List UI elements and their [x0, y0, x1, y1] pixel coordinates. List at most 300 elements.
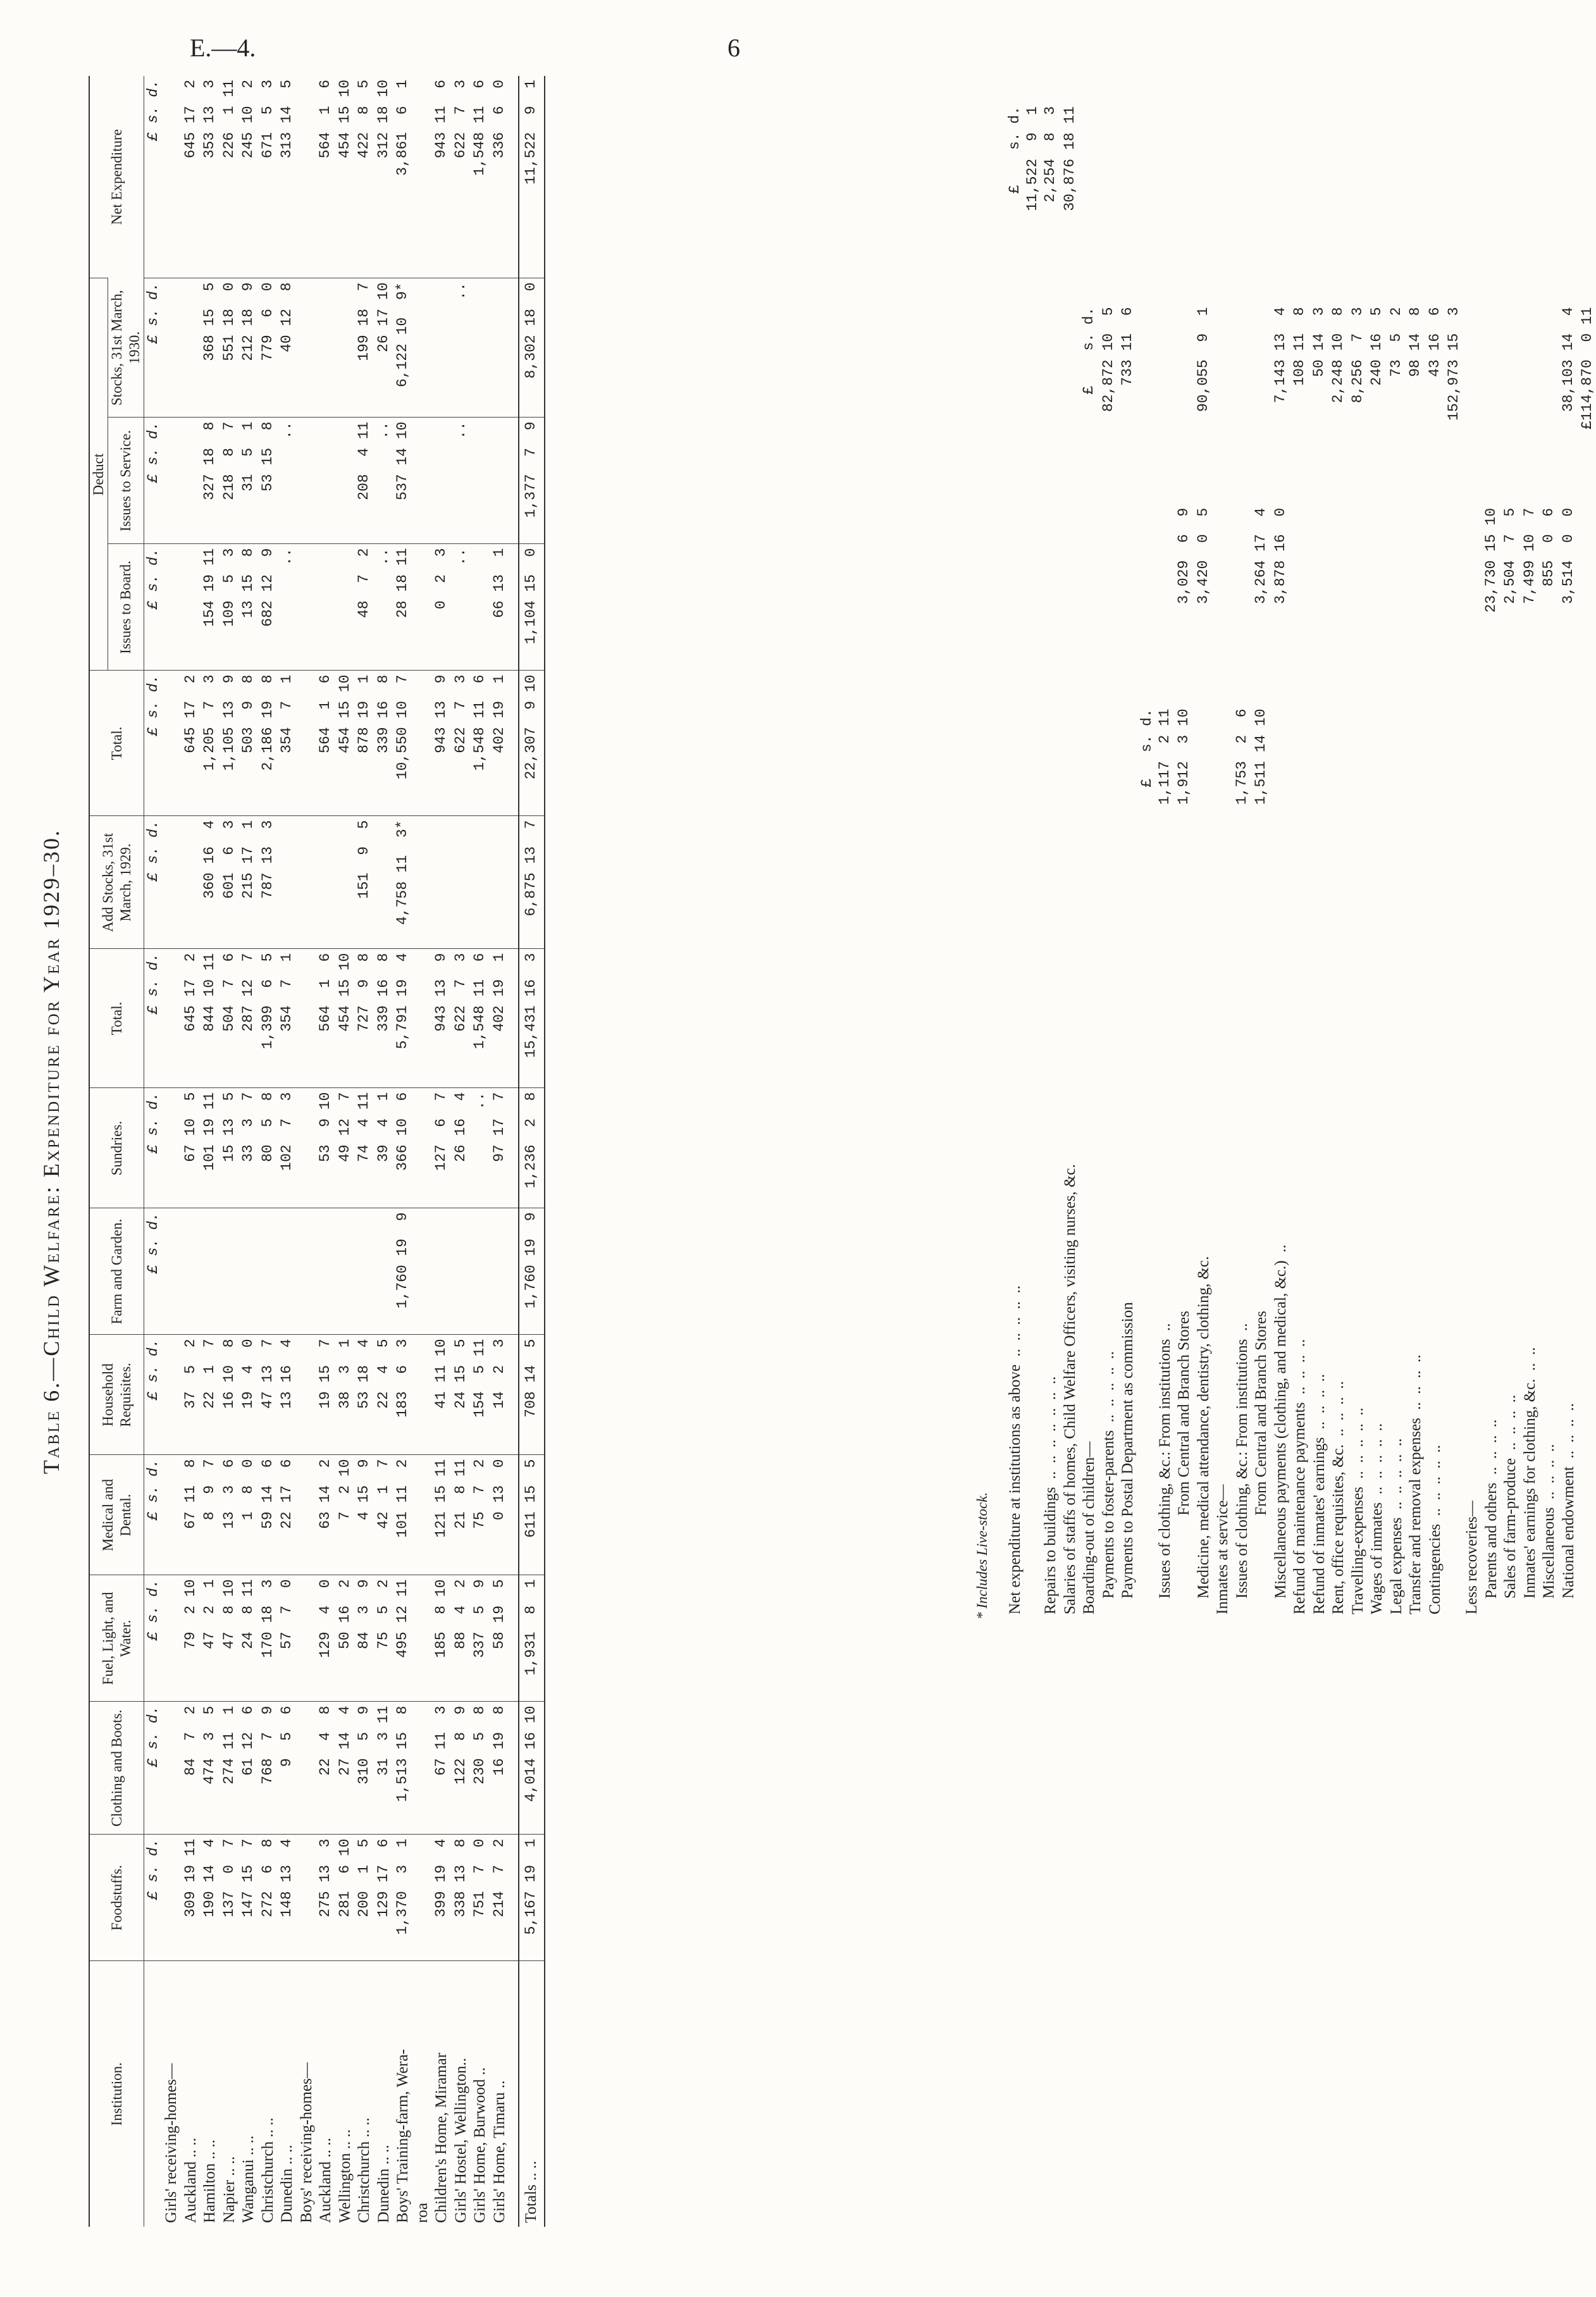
summary-label: Repairs to buildings .. .. .. .. .. .. .. [1042, 1376, 1060, 1614]
table-cell [432, 418, 452, 544]
table-cell: 274 11 1 [220, 1702, 240, 1835]
table-cell: 645 17 2 [182, 671, 201, 816]
table-title: Table 6.—Child Welfare: Expenditure for Year 1929–30. [39, 828, 64, 1475]
table-cell: 4,758 11 3* [393, 816, 413, 949]
table-cell [162, 1088, 182, 1208]
table-cell: 19 15 7 [316, 1335, 336, 1455]
totals-cell: 611 15 5 [519, 1455, 545, 1575]
summary-label: National endowment .. .. .. .. [1559, 1403, 1577, 1614]
summary-amount: 3,878 16 0 [1271, 507, 1289, 604]
table-cell [162, 1455, 182, 1575]
table-cell: 154 19 11 [201, 544, 220, 671]
summary-line [1118, 101, 1138, 1619]
institution-name: Girls' Home, Burwood .. [471, 1961, 490, 2227]
table-cell: .. [452, 418, 471, 544]
summary-label: Medicine, medical attendance, dentistry, clothing, &c. [1194, 1256, 1212, 1614]
table-cell [162, 949, 182, 1088]
summary-line [1233, 101, 1253, 1619]
summary-amount [1080, 703, 1099, 904]
table-cell: 1,760 19 9 [393, 1208, 413, 1335]
table-cell: 272 6 8 [259, 1835, 278, 1961]
table-cell: 63 14 2 [316, 1455, 336, 1575]
table-cell [413, 1575, 433, 1702]
table-cell: 53 9 10 [316, 1088, 336, 1208]
table-cell [413, 1208, 433, 1335]
summary-amount [1578, 101, 1596, 302]
summary-amount [1271, 703, 1291, 904]
summary-line [1041, 101, 1061, 1619]
institution-name: Dunedin .. .. [278, 1961, 297, 2227]
table-cell [162, 671, 182, 816]
table-cell: 10,550 10 7 [393, 671, 413, 816]
summary-amount [1559, 101, 1579, 302]
summary-amount [1290, 101, 1310, 302]
summary-amount [1156, 302, 1175, 502]
table-cell [452, 816, 471, 949]
summary-amount [1540, 703, 1559, 904]
table-cell: 50 16 2 [336, 1575, 356, 1702]
summary-amount [1349, 703, 1368, 904]
summary-line [1194, 101, 1214, 1619]
table-cell [297, 1335, 317, 1455]
table-cell: 67 11 8 [182, 1455, 201, 1575]
summary-amount [1080, 101, 1099, 302]
totals-cell: 6,875 13 7 [519, 816, 545, 949]
summary-amount [1213, 302, 1233, 502]
summary-amount [1387, 503, 1407, 703]
totals-cell: 1,104 15 0 [519, 544, 545, 671]
summary-amount: 73 5 2 [1387, 307, 1404, 377]
summary-amount [1540, 302, 1559, 502]
table-cell: 399 19 4 [432, 1835, 452, 1961]
table-cell: 313 14 5 [278, 79, 295, 159]
table-cell: 22 4 5 [374, 1335, 394, 1455]
table-cell [297, 1455, 317, 1575]
summary-amount [1006, 503, 1041, 703]
units-row: £ s. d. £ s. d. £ s. d. £ s. d. £ s. d. £ s. d. £ s. d. £ s. d. £ s. d. £ s. d. £ s. d. £ s. d. £ s. d. £ s. d. [144, 76, 163, 2227]
summary-amount [1175, 302, 1194, 502]
table-cell: 327 18 8 [201, 418, 220, 544]
table-cell: 218 8 7 [220, 418, 240, 544]
summary-amount [1175, 101, 1194, 302]
summary-line [1290, 101, 1310, 1619]
summary-amount [1329, 703, 1349, 904]
summary-amount [1445, 703, 1463, 904]
table-cell: 38 3 1 [336, 1335, 356, 1455]
summary-amount: 2,504 7 5 [1502, 507, 1519, 604]
totals-cell: 8,302 18 0 [519, 278, 545, 418]
table-cell: 31 3 11 [374, 1702, 394, 1835]
table-cell: 245 10 2 [240, 79, 257, 159]
table-cell: 84 3 9 [355, 1575, 374, 1702]
table-cell: 183 6 3 [393, 1335, 413, 1455]
rotated-table-sheet [38, 76, 1596, 2227]
table-cell: 121 15 11 [432, 1455, 452, 1575]
table-row [259, 76, 278, 2227]
table-cell: 281 6 10 [336, 1835, 356, 1961]
table-cell: 13 15 8 [239, 544, 259, 671]
summary-amount: 855 0 6 [1540, 507, 1557, 587]
summary-label: Issues of clothing, &c.: From institutions .. [1233, 1323, 1251, 1614]
table-cell [336, 816, 356, 949]
table-cell: 1,513 15 8 [393, 1702, 413, 1835]
summary-amount: £114,870 0 11 [1579, 307, 1596, 430]
table-cell: 13 16 4 [278, 1335, 297, 1455]
summary-amount [1578, 503, 1596, 703]
summary-amount [1501, 302, 1521, 502]
table-cell: 943 11 6 [433, 79, 450, 159]
table-cell: 53 18 4 [355, 1335, 374, 1455]
table-cell: 1,548 11 6 [471, 79, 488, 176]
col-add-stocks: Add Stocks, 31st March, 1929. [89, 816, 144, 949]
table-cell [297, 544, 317, 671]
table-cell: 1,548 11 6 [471, 949, 490, 1088]
table-cell [490, 418, 510, 544]
summary-amount: 8,256 7 3 [1349, 307, 1366, 404]
summary-amount [1252, 302, 1271, 502]
table-cell: 102 7 3 [278, 1088, 297, 1208]
summary-amount [1387, 101, 1407, 302]
institution-name: Christchurch .. .. [355, 1961, 374, 2227]
table-cell: 127 6 7 [432, 1088, 452, 1208]
summary-amount: 2,248 10 8 [1330, 307, 1347, 404]
col-stocks-1930: Stocks, 31st March, 1930. [108, 278, 144, 418]
table-cell: 402 19 1 [490, 671, 510, 816]
table-cell: 360 16 4 [201, 816, 220, 949]
summary-amount: 1,912 3 10 [1175, 709, 1192, 805]
table-cell: 101 11 2 [393, 1455, 413, 1575]
summary-label: Less recoveries— [1463, 1501, 1481, 1614]
table-cell [316, 278, 336, 418]
table-cell [162, 544, 182, 671]
summary-line [1463, 101, 1482, 1619]
table-cell: 310 5 9 [355, 1702, 374, 1835]
institution-name: Girls' receiving-homes— [162, 1961, 182, 2227]
summary-line [1271, 101, 1291, 1619]
table-cell: 339 16 8 [374, 949, 394, 1088]
summary-label: Payments to Postal Department as commission [1119, 1302, 1137, 1614]
summary-amount [1463, 101, 1482, 302]
summary-amount: 3,264 17 4 [1253, 507, 1270, 604]
summary-amount [1445, 101, 1463, 302]
table-cell: 354 7 1 [278, 949, 297, 1088]
table-cell: 564 1 6 [316, 949, 336, 1088]
summary-amount [1233, 101, 1253, 302]
table-cell: 16 19 8 [490, 1702, 510, 1835]
table-cell [413, 418, 433, 544]
summary-amount [1329, 503, 1349, 703]
table-cell: 366 10 6 [393, 1088, 413, 1208]
col-medical: Medical and Dental. [89, 1455, 144, 1575]
summary-label: Refund of inmates' earnings .. .. .. .. [1310, 1373, 1328, 1614]
totals-cell: 1,760 19 9 [519, 1208, 545, 1335]
institution-name: Christchurch .. .. [259, 1961, 278, 2227]
table-cell: 422 8 5 [356, 79, 373, 159]
table-cell: 75 5 2 [374, 1575, 394, 1702]
summary-label: Inmates at service— [1214, 1484, 1232, 1614]
table-cell [297, 1088, 317, 1208]
summary-amount [1118, 703, 1138, 904]
table-row [201, 76, 220, 2227]
summary-amount [1406, 101, 1426, 302]
summary-amount [1426, 101, 1445, 302]
summary-line [1368, 101, 1387, 1619]
summary-line [1175, 101, 1194, 1619]
summary-amount: 1,117 2 11 [1156, 709, 1173, 805]
summary-amount [1540, 101, 1559, 302]
table-cell: 7 2 10 [336, 1455, 356, 1575]
institution-name: Children's Home, Miramar [432, 1961, 452, 2227]
summary-amount [1349, 101, 1368, 302]
table-cell [162, 1575, 182, 1702]
summary-amount [1578, 703, 1596, 904]
summary-amount [1061, 503, 1080, 703]
summary-label: Rent, office requisites, &c. .. .. .. .. [1330, 1381, 1347, 1614]
table-cell [278, 1208, 297, 1335]
table-cell: 503 9 8 [239, 671, 259, 816]
table-row [432, 76, 452, 2227]
summary-amount [1080, 503, 1099, 703]
table-cell [278, 816, 297, 949]
table-row [297, 76, 317, 2227]
table-cell: 148 13 4 [278, 1835, 297, 1961]
summary-line [1521, 101, 1540, 1619]
table-cell: 74 4 11 [355, 1088, 374, 1208]
table-cell: 37 5 2 [182, 1335, 201, 1455]
summary-line [1138, 101, 1156, 1619]
summary-amount [1406, 703, 1426, 904]
table-row [182, 76, 201, 2227]
table-cell: 645 17 2 [182, 79, 199, 159]
table-cell [162, 1835, 182, 1961]
table-row [471, 76, 490, 2227]
table-cell: 26 16 4 [452, 1088, 471, 1208]
institution-name: Girls' Hostel, Wellington.. [452, 1961, 471, 2227]
table-cell [490, 816, 510, 949]
summary-amount [1406, 503, 1426, 703]
summary-line [1540, 101, 1559, 1619]
page-number: 6 [727, 34, 740, 62]
table-cell [182, 278, 201, 418]
table-cell: .. [471, 1088, 490, 1208]
table-cell: 1,105 13 9 [220, 671, 240, 816]
table-row [374, 76, 394, 2227]
summary-amount [1213, 101, 1233, 302]
table-cell: 15 13 5 [220, 1088, 240, 1208]
table-cell: 22 1 7 [201, 1335, 220, 1455]
table-cell [297, 1575, 317, 1702]
summary-amount: 82,872 10 5 [1099, 307, 1117, 412]
table-cell: 353 13 3 [201, 79, 218, 159]
table-cell [471, 816, 490, 949]
summary-label: Transfer and removal expenses .. .. .. .. [1407, 1354, 1425, 1614]
table-cell: 16 10 8 [220, 1335, 240, 1455]
table-cell: 454 15 10 [336, 671, 356, 816]
summary-line [1406, 101, 1426, 1619]
summary-amount: 3,029 6 9 [1175, 507, 1192, 604]
table-cell: 1,548 11 6 [471, 671, 490, 816]
table-cell: 230 5 8 [471, 1702, 490, 1835]
institution-name: Wellington .. .. [336, 1961, 356, 2227]
table-cell: 622 7 3 [452, 949, 471, 1088]
table-cell [162, 76, 182, 278]
table-cell: 622 7 3 [452, 79, 469, 159]
table-cell [471, 278, 490, 418]
table-cell: 147 15 7 [239, 1835, 259, 1961]
table-cell: 58 19 5 [490, 1575, 510, 1702]
table-cell: 338 13 8 [452, 1835, 471, 1961]
totals-label: Totals .. .. [519, 1961, 545, 2227]
table-cell: 768 7 9 [259, 1702, 278, 1835]
totals-cell: 4,014 16 10 [519, 1702, 545, 1835]
summary-amount [1349, 503, 1368, 703]
table-cell [413, 1702, 433, 1835]
table-cell: 151 9 5 [355, 816, 374, 949]
summary-amount: 152,973 15 3 [1445, 307, 1463, 421]
summary-label: Issues of clothing, &c.: From institutions .. [1156, 1323, 1173, 1614]
table-cell: 33 3 7 [239, 1088, 259, 1208]
summary-line [1252, 101, 1271, 1619]
summary-label: Miscellaneous .. .. .. .. [1540, 1444, 1558, 1614]
summary-line [1329, 101, 1349, 1619]
summary-amount [1368, 503, 1387, 703]
summary-line [1426, 101, 1445, 1619]
table-cell [374, 816, 394, 949]
table-cell: 1,399 6 5 [259, 949, 278, 1088]
table-cell [316, 816, 336, 949]
summary-amount [1233, 302, 1253, 502]
summary-label [1445, 905, 1463, 1619]
table-cell: 199 18 7 [355, 278, 374, 418]
footnote: * Includes Live-stock. [974, 1492, 990, 1619]
table-cell: .. [374, 418, 394, 544]
summary-amount [1213, 503, 1233, 703]
summary-amount [1099, 101, 1119, 302]
table-cell: 59 14 6 [259, 1455, 278, 1575]
table-cell: 551 18 0 [220, 278, 240, 418]
col-total: Total. [89, 949, 144, 1088]
summary-amount [1310, 503, 1330, 703]
summary-amount [1194, 703, 1214, 904]
table-cell [316, 1208, 336, 1335]
table-cell [432, 278, 452, 418]
summary-line [1006, 101, 1041, 1619]
table-cell: 368 15 5 [201, 278, 220, 418]
summary-label: Contingencies .. .. .. .. .. [1426, 1444, 1444, 1614]
summary-amount [1463, 503, 1482, 703]
table-cell [297, 816, 317, 949]
summary-line [1501, 101, 1521, 1619]
table-row [162, 76, 182, 2227]
table-cell: 75 7 2 [471, 1455, 490, 1575]
table-cell: 170 18 3 [259, 1575, 278, 1702]
summary-label: Wages of inmates .. .. .. .. .. [1368, 1423, 1386, 1614]
summary-label: Refund of maintenance payments .. .. .. .. [1291, 1339, 1309, 1614]
table-cell: 3,861 6 1 [394, 79, 411, 176]
table-cell: 454 15 10 [336, 79, 353, 159]
table-cell: .. [374, 544, 394, 671]
table-cell: 48 7 2 [355, 544, 374, 671]
summary-amount [1482, 101, 1502, 302]
table-cell [413, 949, 433, 1088]
totals-cell: 22,307 9 10 [519, 671, 545, 816]
summary-line [1578, 101, 1596, 1619]
summary-amount [1445, 503, 1463, 703]
summary-amount [1252, 101, 1271, 302]
totals-row [519, 76, 545, 2227]
totals-cell: 11,522 9 1 [519, 76, 545, 278]
summary-amount: 108 11 8 [1291, 307, 1308, 386]
table-cell: 42 1 7 [374, 1455, 394, 1575]
table-cell [490, 278, 510, 418]
summary-amount [1006, 703, 1041, 904]
summary-line [1349, 101, 1368, 1619]
table-cell: 6,122 10 9* [393, 278, 413, 418]
summary-table [1006, 101, 1596, 1619]
summary-line [1559, 101, 1579, 1619]
table-cell: 47 2 1 [201, 1575, 220, 1702]
summary-amount: 3,514 0 0 [1559, 507, 1576, 604]
summary-amount [1290, 503, 1310, 703]
table-cell: 943 13 9 [432, 949, 452, 1088]
table-cell: 354 7 1 [278, 671, 297, 816]
table-row [393, 76, 413, 2227]
table-cell: 1 8 0 [239, 1455, 259, 1575]
summary-amount [1138, 302, 1156, 502]
col-total-2: Total. [89, 671, 144, 816]
summary-amount [1559, 703, 1579, 904]
table-cell [452, 1208, 471, 1335]
summary-amount [1118, 101, 1138, 302]
summary-amount [1233, 503, 1253, 703]
table-cell: 40 12 8 [278, 278, 297, 418]
col-issues-board: Issues to Board. [108, 544, 144, 671]
table-cell: 2,186 19 8 [259, 671, 278, 816]
summary-amount: 90,055 9 1 [1194, 307, 1211, 412]
table-cell: .. [452, 544, 471, 671]
table-cell: 4 15 9 [355, 1455, 374, 1575]
table-cell [239, 1208, 259, 1335]
summary-amount: £ s. d. 11,522 9 1 [1006, 106, 1041, 211]
table-cell [162, 278, 182, 418]
table-cell: 504 7 6 [220, 949, 240, 1088]
col-net-expenditure: Net Expenditure [89, 76, 144, 278]
summary-amount [1426, 703, 1445, 904]
table-cell [355, 1208, 374, 1335]
summary-amount [1006, 302, 1041, 502]
table-cell [413, 1835, 433, 1961]
table-cell [162, 816, 182, 949]
table-cell: 212 18 9 [239, 278, 259, 418]
institution-name: Boys' receiving-homes— [297, 1961, 317, 2227]
table-row [316, 76, 336, 2227]
page-code: E.—4. [190, 34, 256, 62]
table-cell: 564 1 6 [316, 671, 336, 816]
summary-amount [1501, 101, 1521, 302]
table-row [413, 76, 433, 2227]
summary-amount: 98 14 8 [1407, 307, 1424, 377]
summary-label: Payments to foster-parents .. .. .. .. .. [1099, 1351, 1117, 1614]
table-cell [182, 544, 201, 671]
summary-amount [1099, 503, 1119, 703]
table-cell [162, 1208, 182, 1335]
table-cell: 671 5 3 [259, 79, 276, 159]
summary-amount: 3,420 0 5 [1194, 507, 1211, 604]
table-cell: 779 6 0 [259, 278, 278, 418]
table-cell [413, 816, 433, 949]
summary-label: Inmates' earnings for clothing, &c. .. .. [1521, 1347, 1538, 1614]
table-cell: 24 8 11 [239, 1575, 259, 1702]
